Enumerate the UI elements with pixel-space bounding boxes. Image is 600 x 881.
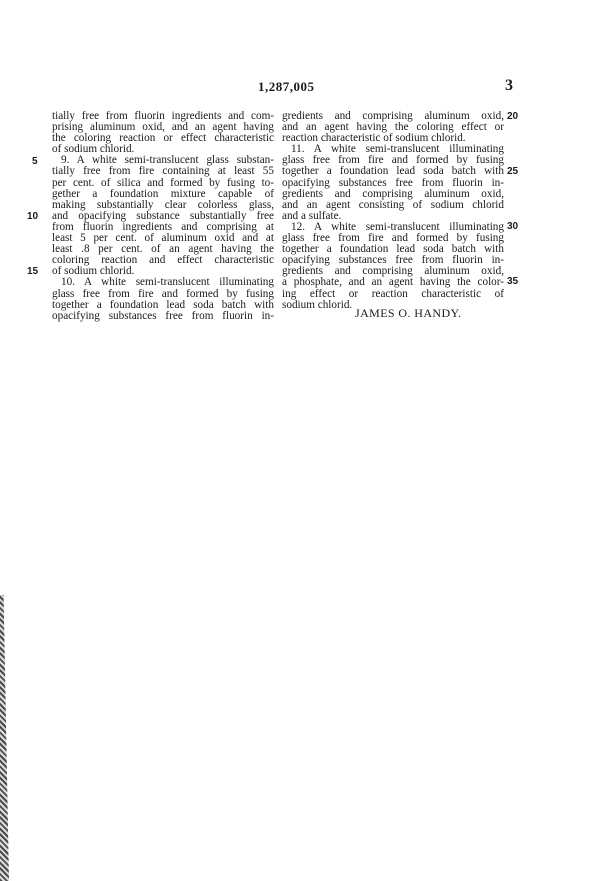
claim-12-start: 12. A white semi-translucent illuminating [291, 220, 504, 233]
text-line: tially free from fluorin ingredients and com- [52, 110, 274, 122]
text-line: reaction characteristic of sodium chlorid. [282, 132, 466, 145]
text-line: of sodium chlorid. [52, 265, 135, 278]
text-line: opacifying substances free from fluorin in- [282, 254, 504, 267]
claim-10-start: 10. A white semi-translucent illuminating [61, 276, 274, 289]
line-number: 30 [507, 221, 519, 232]
claim-9-start: 9. A white semi-translucent glass substan- [61, 154, 274, 167]
text-line: glass free from fire and formed by fusing [282, 232, 504, 245]
text-line: gredients and comprising aluminum oxid, [282, 265, 504, 278]
text-line: gether a foundation mixture capable of [52, 187, 274, 200]
left-column [52, 111, 274, 322]
text-line: glass free from fire and formed by fusing [52, 287, 274, 300]
text-line: glass free from fire and formed by fusing [282, 154, 504, 167]
scan-edge-artifact [0, 595, 9, 881]
text-line: opacifying substances free from fluorin in- [52, 309, 274, 322]
right-column [282, 111, 504, 311]
text-line: opacifying substances free from fluorin in- [282, 176, 504, 189]
text-line: of sodium chlorid. [52, 143, 135, 156]
inventor-signature: JAMES O. HANDY. [355, 306, 462, 320]
text-line: making substantially clear colorless glass, [52, 198, 274, 211]
text-line: prising aluminum oxid, and an agent having [52, 121, 274, 134]
text-line: least .8 per cent. of an agent having the [52, 243, 274, 256]
text-line: coloring reaction and effect characteristic [52, 254, 274, 267]
text-line: gredients and comprising aluminum oxid, [282, 110, 504, 122]
text-line: and an agent consisting of sodium chlorid [282, 198, 504, 211]
text-line: least 5 per cent. of aluminum oxid and at [52, 232, 274, 245]
text-line: from fluorin ingredients and comprising at [52, 220, 274, 233]
text-line: per cent. of silica and formed by fusing to- [52, 176, 274, 189]
patent-number: 1,287,005 [258, 79, 315, 94]
text-line: sodium chlorid. [282, 298, 353, 311]
text-line: gredients and comprising aluminum oxid, [282, 187, 504, 200]
text-line: the coloring reaction or effect characteristic [52, 132, 274, 145]
text-line: together a foundation lead soda batch with [282, 243, 504, 256]
text-line: together a foundation lead soda batch with [282, 165, 504, 178]
line-number: 5 [32, 156, 38, 167]
text-line: tially free from fire containing at least 55 [52, 165, 274, 178]
sheet-number: 3 [505, 77, 513, 94]
text-line: and a sulfate. [282, 209, 342, 222]
line-number: 35 [507, 276, 519, 287]
claim-11-start: 11. A white semi-translucent illuminating [291, 143, 504, 156]
text-line: together a foundation lead soda batch with [52, 298, 274, 311]
line-number: 10 [27, 211, 39, 222]
line-number: 25 [507, 166, 519, 177]
text-line: and an agent having the coloring effect or [282, 121, 504, 134]
text-line: ing effect or reaction characteristic of [282, 287, 504, 300]
line-number: 15 [27, 266, 39, 277]
line-number: 20 [507, 111, 519, 122]
text-line: and opacifying substance substantially free [52, 209, 274, 222]
text-line: a phosphate, and an agent having the color- [282, 276, 504, 289]
